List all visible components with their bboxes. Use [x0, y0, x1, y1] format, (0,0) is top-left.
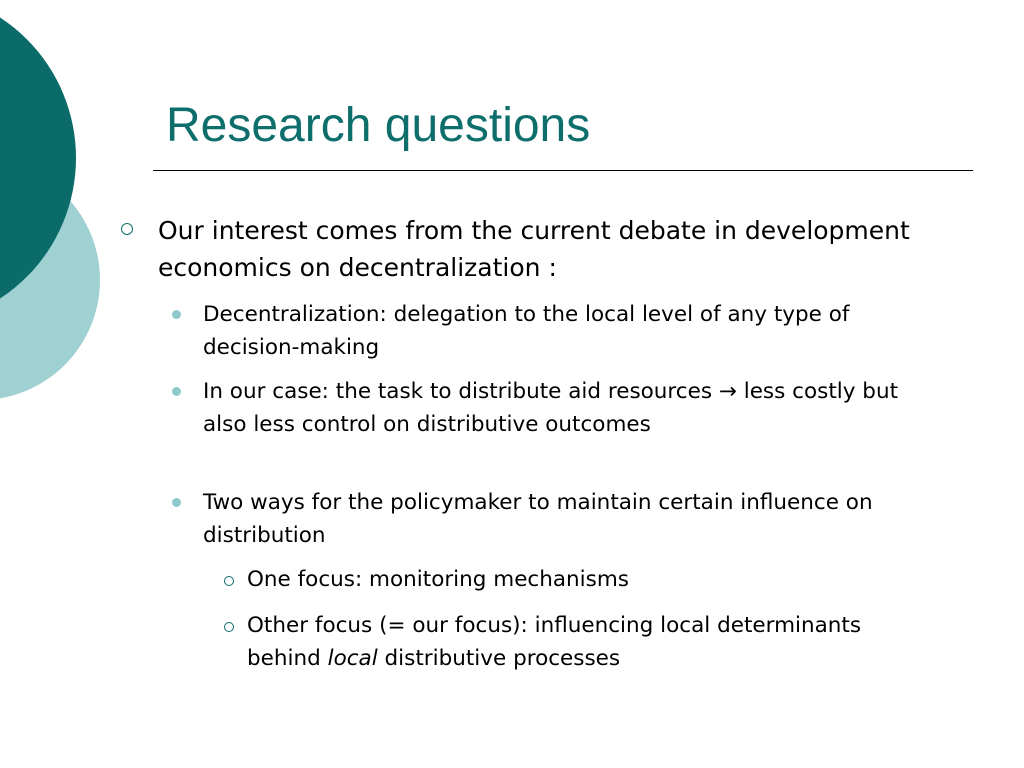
hollow-circle-bullet-icon [224, 576, 234, 586]
hollow-circle-bullet-icon [224, 622, 234, 632]
bullet-text-part: Other focus (= our focus): influencing local determinants behind [247, 613, 862, 671]
emphasized-word: local [327, 646, 378, 671]
filled-dot-bullet-icon [172, 310, 181, 319]
filled-dot-bullet-icon [172, 498, 181, 507]
slide-title: Research questions [166, 99, 591, 152]
hollow-circle-bullet-icon [121, 223, 133, 235]
bullet-text-part: distributive processes [377, 646, 621, 671]
bullet-level2 [203, 486, 923, 552]
bullet-text [247, 609, 937, 675]
bullet-level1 [158, 212, 918, 286]
bullet-level2 [203, 375, 923, 441]
filled-dot-bullet-icon [172, 387, 181, 396]
bullet-text: In our case: the task to distribute aid resources → less costly but also less control on distributive outcomes [203, 379, 899, 437]
bullet-text: Our interest comes from the current debate in development economics on decentralization : [158, 216, 910, 282]
bullet-text: One focus: monitoring mechanisms [247, 567, 630, 592]
bullet-level3 [247, 563, 937, 596]
bullet-text: Two ways for the policymaker to maintain certain influence on distribution [203, 490, 873, 548]
bullet-level3 [247, 609, 937, 675]
bullet-text: Decentralization: delegation to the local level of any type of decision-making [203, 302, 850, 360]
bullet-level2 [203, 298, 923, 364]
